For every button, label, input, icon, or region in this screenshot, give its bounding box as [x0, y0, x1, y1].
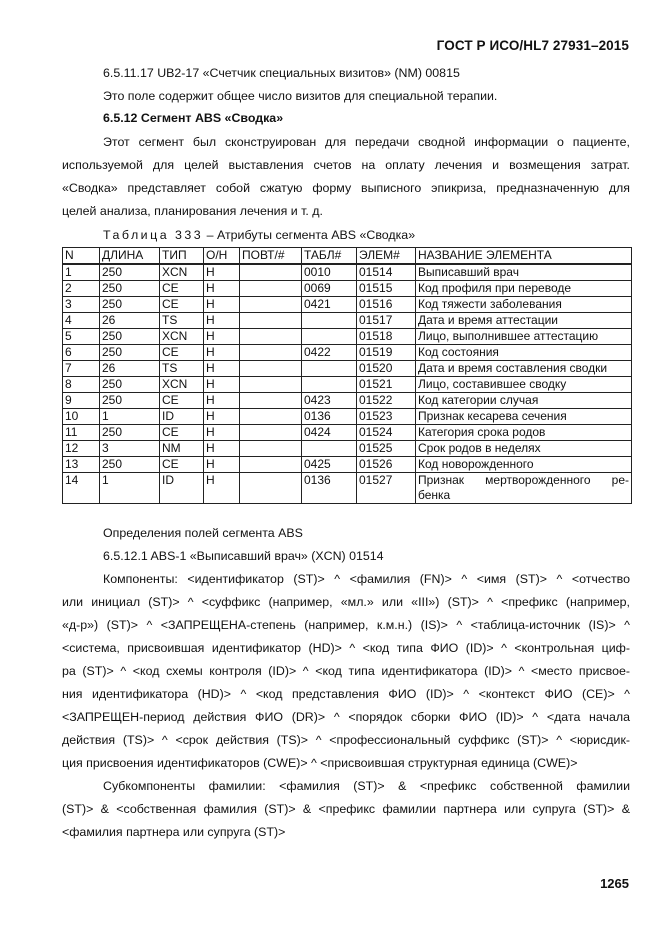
- table-cell: Н: [204, 313, 240, 329]
- components-line: или инициал (ST)> ^ <суффикс (например, «мл.» или «III») (ST)> ^ <префикс (например,: [62, 595, 630, 609]
- table-header-row: [63, 248, 632, 265]
- column-header: ТИП: [160, 248, 204, 265]
- table-cell: Код новорожденного: [416, 457, 632, 473]
- table-cell: XCN: [160, 377, 204, 393]
- table-row: [63, 425, 632, 441]
- table-cell: Н: [204, 281, 240, 297]
- table-cell: 01526: [357, 457, 416, 473]
- table-cell: [240, 264, 302, 281]
- table-cell: 01522: [357, 393, 416, 409]
- table-cell: Н: [204, 457, 240, 473]
- table-cell: XCN: [160, 264, 204, 281]
- table-cell: 250: [100, 329, 160, 345]
- table-cell: 0421: [302, 297, 357, 313]
- table-cell: 250: [100, 297, 160, 313]
- table-cell: 0425: [302, 457, 357, 473]
- page-number: 1265: [600, 876, 629, 891]
- components-line: <система, присвоившая идентификатор (HD)> ^ <код типа ФИО (ID)> ^ <контрольная циф-: [62, 641, 630, 655]
- table-cell: Срок родов в неделях: [416, 441, 632, 457]
- components-line: «д-р») (ST)> ^ <ЗАПРЕЩЕНА-степень (например, к.м.н.) (IS)> ^ <таблица-источник (IS)> ^: [62, 618, 630, 632]
- subcomponents-line: (ST)> & <собственная фамилия (ST)> & <префикс фамилии партнера или супруга (ST)> &: [62, 802, 630, 816]
- table-cell: [240, 473, 302, 504]
- table-cell: 1: [100, 409, 160, 425]
- table-cell: 01525: [357, 441, 416, 457]
- table-cell: 26: [100, 361, 160, 377]
- table-body: [63, 264, 632, 504]
- table-cell: Дата и время составления сводки: [416, 361, 632, 377]
- components-line: Компоненты: <идентификатор (ST)> ^ <фамилия (FN)> ^ <имя (ST)> ^ <отчество: [103, 572, 630, 586]
- components-line: ция присвоения идентификаторов (CWE)> ^ <присвоившая структурная единица (CWE)>: [62, 756, 578, 770]
- table-cell: TS: [160, 361, 204, 377]
- table-cell: 250: [100, 281, 160, 297]
- table-cell: 250: [100, 457, 160, 473]
- table-cell: 250: [100, 345, 160, 361]
- table-cell: Код состояния: [416, 345, 632, 361]
- table-cell: Н: [204, 425, 240, 441]
- table-row: [63, 473, 632, 504]
- table-cell: [240, 361, 302, 377]
- table-cell: CE: [160, 425, 204, 441]
- table-cell: 0136: [302, 473, 357, 504]
- table-cell: 11: [63, 425, 100, 441]
- table-cell: Код тяжести заболевания: [416, 297, 632, 313]
- table-cell: 01521: [357, 377, 416, 393]
- table-cell: Н: [204, 329, 240, 345]
- table-cell: CE: [160, 393, 204, 409]
- table-cell: Н: [204, 473, 240, 504]
- table-cell: Н: [204, 393, 240, 409]
- table-cell: Н: [204, 264, 240, 281]
- field-ub2-17-description: Это поле содержит общее число визитов для специальной терапии.: [103, 89, 498, 103]
- table-cell: Категория срока родов: [416, 425, 632, 441]
- table-cell: 01516: [357, 297, 416, 313]
- table-cell: 01527: [357, 473, 416, 504]
- table-cell: 2: [63, 281, 100, 297]
- table-cell: 0423: [302, 393, 357, 409]
- table-cell: Н: [204, 345, 240, 361]
- table-cell: 0424: [302, 425, 357, 441]
- table-cell: [302, 329, 357, 345]
- table-row: [63, 345, 632, 361]
- table-cell: 7: [63, 361, 100, 377]
- table-row: [63, 329, 632, 345]
- field-abs-1-title: 6.5.12.1 ABS-1 «Выписавший врач» (XCN) 01514: [103, 549, 384, 563]
- table-cell: XCN: [160, 329, 204, 345]
- table-cell: 1: [63, 264, 100, 281]
- table-cell: [240, 313, 302, 329]
- table-cell: 01524: [357, 425, 416, 441]
- table-cell: Лицо, составившее сводку: [416, 377, 632, 393]
- intro-line: Этот сегмент был сконструирован для передачи сводной информации о пациенте,: [103, 135, 630, 149]
- definitions-title: Определения полей сегмента ABS: [103, 526, 303, 540]
- table-cell: Н: [204, 361, 240, 377]
- table-row: [63, 393, 632, 409]
- table-cell: Н: [204, 297, 240, 313]
- table-cell: [416, 473, 632, 504]
- table-cell: Выписавший врач: [416, 264, 632, 281]
- table-row: [63, 377, 632, 393]
- table-cell: 13: [63, 457, 100, 473]
- table-cell: Признак кесарева сечения: [416, 409, 632, 425]
- table-cell: 5: [63, 329, 100, 345]
- intro-line: «Сводка» представляет собой сжатую форму выписного эпикриза, предназначенную для: [62, 181, 630, 195]
- table-cell: NM: [160, 441, 204, 457]
- table-cell: 250: [100, 377, 160, 393]
- table-row: [63, 313, 632, 329]
- table-cell: 250: [100, 425, 160, 441]
- table-cell: 0136: [302, 409, 357, 425]
- table-cell: 1: [100, 473, 160, 504]
- table-cell: [240, 377, 302, 393]
- table-cell: 14: [63, 473, 100, 504]
- table-cell: Код категории случая: [416, 393, 632, 409]
- cell-text-line: Признак мертворожденного ре-: [418, 473, 629, 487]
- table-cell: Н: [204, 377, 240, 393]
- table-cell: 0422: [302, 345, 357, 361]
- standard-header: ГОСТ Р ИСО/HL7 27931–2015: [436, 38, 629, 53]
- segment-abs-heading: 6.5.12 Сегмент ABS «Сводка»: [103, 111, 284, 125]
- table-cell: [240, 441, 302, 457]
- table-cell: CE: [160, 281, 204, 297]
- table-cell: Н: [204, 441, 240, 457]
- table-cell: 01515: [357, 281, 416, 297]
- table-row: [63, 457, 632, 473]
- table-cell: CE: [160, 297, 204, 313]
- table-row: [63, 297, 632, 313]
- table-cell: 12: [63, 441, 100, 457]
- table-cell: ID: [160, 409, 204, 425]
- table-cell: [240, 281, 302, 297]
- table-cell: 01514: [357, 264, 416, 281]
- intro-line: используемой для целей выставления счетов на оплату лечения и возмещения затрат.: [62, 158, 630, 172]
- table-cell: 250: [100, 393, 160, 409]
- table-cell: 8: [63, 377, 100, 393]
- table-cell: 01523: [357, 409, 416, 425]
- table-cell: 26: [100, 313, 160, 329]
- components-line: ния идентификатора (HD)> ^ <код представления ФИО (ID)> ^ <контекст ФИО (CE)> ^: [62, 687, 630, 701]
- subcomponents-line: Субкомпоненты фамилии: <фамилия (ST)> & <префикс собственной фамилии: [103, 779, 630, 793]
- table-cell: [240, 297, 302, 313]
- table-cell: 3: [63, 297, 100, 313]
- table-row: [63, 361, 632, 377]
- table-cell: 01519: [357, 345, 416, 361]
- table-cell: 3: [100, 441, 160, 457]
- field-ub2-17-title: 6.5.11.17 UB2-17 «Счетчик специальных визитов» (NM) 00815: [103, 66, 460, 80]
- table-cell: [240, 457, 302, 473]
- table-cell: 0069: [302, 281, 357, 297]
- table-cell: [302, 441, 357, 457]
- table-cell: 6: [63, 345, 100, 361]
- column-header: ТАБЛ#: [302, 248, 357, 265]
- table-cell: CE: [160, 345, 204, 361]
- table-caption-text: – Атрибуты сегмента ABS «Сводка»: [206, 228, 416, 242]
- table-cell: 10: [63, 409, 100, 425]
- table-cell: [240, 409, 302, 425]
- table-caption: [103, 228, 415, 242]
- table-cell: 250: [100, 264, 160, 281]
- table-cell: ID: [160, 473, 204, 504]
- table-cell: [302, 361, 357, 377]
- table-cell: [240, 393, 302, 409]
- components-line: <ЗАПРЕЩЕН-период действия ФИО (DR)> ^ <порядок сборки ФИО (ID)> ^ <дата начала: [62, 710, 630, 724]
- table-row: [63, 264, 632, 281]
- table-cell: [240, 425, 302, 441]
- table-cell: [302, 313, 357, 329]
- cell-text-line: бенка: [418, 488, 451, 502]
- table-cell: CE: [160, 457, 204, 473]
- table-cell: Лицо, выполнившее аттестацию: [416, 329, 632, 345]
- table-cell: 01520: [357, 361, 416, 377]
- table-cell: 01518: [357, 329, 416, 345]
- intro-line: целей анализа, планирования лечения и т. д.: [62, 204, 323, 218]
- column-header: ДЛИНА: [100, 248, 160, 265]
- abs-attributes-table: [62, 247, 632, 504]
- table-cell: [240, 329, 302, 345]
- table-caption-label: Таблица 333: [103, 228, 204, 242]
- table-cell: [302, 377, 357, 393]
- column-header: N: [63, 248, 100, 265]
- table-row: [63, 281, 632, 297]
- subcomponents-line: <фамилия партнера или супруга (ST)>: [62, 825, 286, 839]
- table-cell: 4: [63, 313, 100, 329]
- column-header: О/Н: [204, 248, 240, 265]
- components-line: ра (ST)> ^ <код схемы контроля (ID)> ^ <код типа идентификатора (ID)> ^ <место присвое-: [62, 664, 630, 678]
- table-cell: 0010: [302, 264, 357, 281]
- table-row: [63, 441, 632, 457]
- table-cell: [240, 345, 302, 361]
- column-header: ЭЛЕМ#: [357, 248, 416, 265]
- table-cell: TS: [160, 313, 204, 329]
- table-cell: Код профиля при переводе: [416, 281, 632, 297]
- table-cell: Дата и время аттестации: [416, 313, 632, 329]
- table-cell: Н: [204, 409, 240, 425]
- table-cell: 01517: [357, 313, 416, 329]
- table-row: [63, 409, 632, 425]
- column-header: ПОВТ/#: [240, 248, 302, 265]
- table-cell: 9: [63, 393, 100, 409]
- components-line: действия (TS)> ^ <срок действия (TS)> ^ <профессиональный суффикс (ST)> ^ <юрисдик-: [62, 733, 630, 747]
- column-header: НАЗВАНИЕ ЭЛЕМЕНТА: [416, 248, 632, 265]
